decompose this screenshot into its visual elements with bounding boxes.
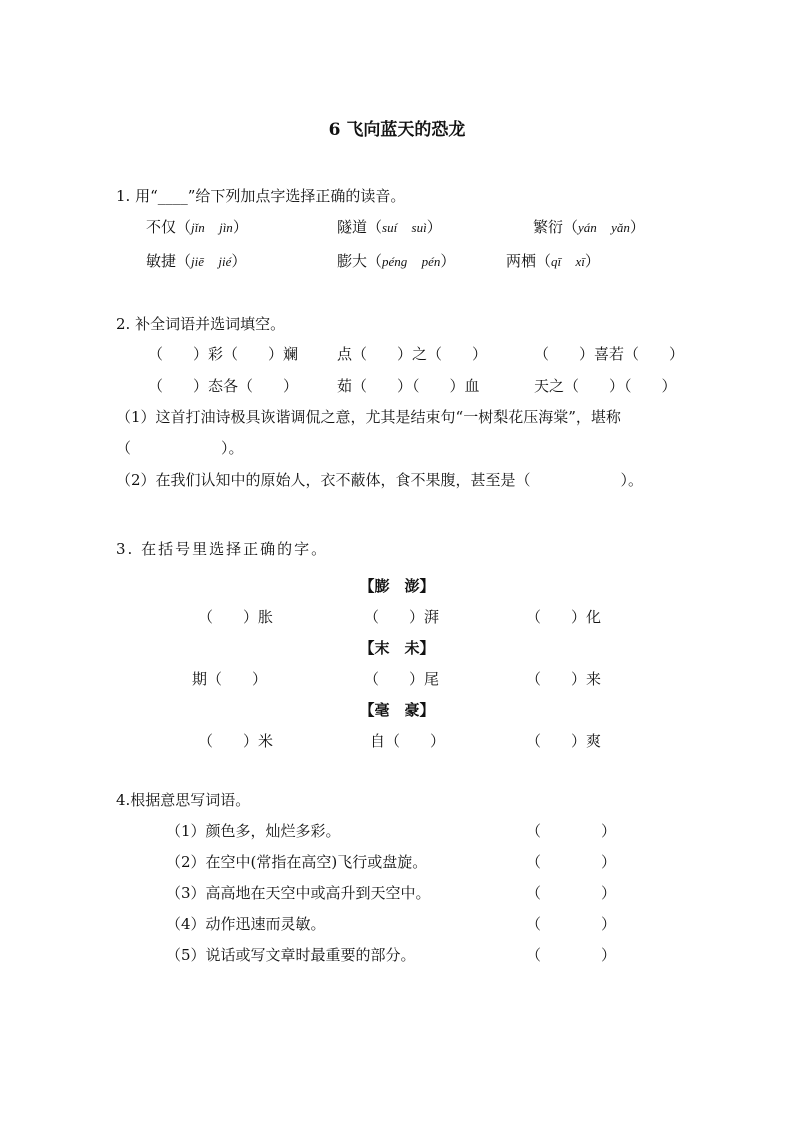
page-title: 6 飞向蓝天的恐龙 xyxy=(328,120,466,140)
q1-word: 隧道 xyxy=(337,218,368,236)
q3-blank[interactable]: （ ）爽 xyxy=(526,732,602,750)
q1-heading: 1. 用“____”给下列加点字选择正确的读音。 xyxy=(116,187,406,205)
q3-blank[interactable]: （ ）化 xyxy=(526,608,602,626)
q3-heading: 3. 在括号里选择正确的字。 xyxy=(116,540,329,558)
q4-answer-blank[interactable]: （ ） xyxy=(526,884,617,902)
q1-item: 隧道（suí suì） xyxy=(337,218,442,236)
q2-sentence-2: （2）在我们认知中的原始人，衣不蔽体，食不果腹，甚至是（ ）。 xyxy=(116,471,644,489)
q4-answer-blank[interactable]: （ ） xyxy=(526,853,617,871)
q2-sentence-1: （1）这首打油诗极具诙谐调侃之意，尤其是结束句“一树梨花压海棠”，堪称 xyxy=(116,408,621,426)
q2-blank-word[interactable]: 点（ ）之（ ） xyxy=(337,345,488,363)
q1-item: 不仅（jǐn jìn） xyxy=(146,218,248,236)
q1-item: 两栖（qī xī） xyxy=(506,252,600,270)
q2-blank-word[interactable]: （ ）彩（ ）斓 xyxy=(148,345,299,363)
q4-item-text: （1）颜色多，灿烂多彩。 xyxy=(166,822,341,840)
q2-blank-word[interactable]: 茹（ ）（ ）血 xyxy=(337,377,480,395)
pinyin-option[interactable]: jǐn xyxy=(191,220,205,235)
q4-heading: 4.根据意思写词语。 xyxy=(116,791,251,809)
q4-answer-blank[interactable]: （ ） xyxy=(526,822,617,840)
q1-item: 繁衍（yán yǎn） xyxy=(533,218,645,236)
pinyin-option[interactable]: yǎn xyxy=(611,220,630,235)
pinyin-option[interactable]: jìn xyxy=(219,220,233,235)
pinyin-option[interactable]: péng xyxy=(382,254,408,269)
q2-blank-word[interactable]: （ ）态各（ ） xyxy=(148,377,299,395)
q3-blank[interactable]: （ ）湃 xyxy=(364,608,440,626)
q2-blank-word[interactable]: 天之（ ）（ ） xyxy=(534,377,677,395)
pinyin-option[interactable]: xī xyxy=(575,254,585,269)
pinyin-option[interactable]: suì xyxy=(411,220,427,235)
pinyin-option[interactable]: jiē xyxy=(191,254,205,269)
q3-blank[interactable]: 自（ ） xyxy=(370,732,446,750)
q2-heading: 2. 补全词语并选词填空。 xyxy=(116,315,286,333)
q1-word: 繁衍 xyxy=(533,218,564,236)
q3-blank[interactable]: （ ）尾 xyxy=(364,670,440,688)
q3-group-head: 【末 未】 xyxy=(359,639,435,657)
pinyin-option[interactable]: pén xyxy=(421,254,441,269)
pinyin-option[interactable]: jié xyxy=(218,254,232,269)
q4-answer-blank[interactable]: （ ） xyxy=(526,915,617,933)
q3-group-head: 【毫 豪】 xyxy=(359,701,435,719)
q3-blank[interactable]: （ ）胀 xyxy=(198,608,274,626)
q4-item-text: （3）高高地在天空中或高升到天空中。 xyxy=(166,884,431,902)
q4-answer-blank[interactable]: （ ） xyxy=(526,946,617,964)
q4-item-text: （2）在空中(常指在高空)飞行或盘旋。 xyxy=(166,853,428,871)
q1-word: 敏捷 xyxy=(146,252,177,270)
q3-blank[interactable]: （ ）米 xyxy=(198,732,274,750)
q4-item-text: （4）动作迅速而灵敏。 xyxy=(166,915,326,933)
q2-sentence-1-blank[interactable]: （ ）。 xyxy=(116,439,244,457)
q1-word: 两栖 xyxy=(506,252,537,270)
q1-word: 膨大 xyxy=(337,252,368,270)
q4-item-text: （5）说话或写文章时最重要的部分。 xyxy=(166,946,416,964)
q1-item: 膨大（péng pén） xyxy=(337,252,456,270)
pinyin-option[interactable]: yán xyxy=(578,220,597,235)
pinyin-option[interactable]: suí xyxy=(382,220,398,235)
pinyin-option[interactable]: qī xyxy=(551,254,562,269)
q1-item: 敏捷（jiē jié） xyxy=(146,252,247,270)
q3-blank[interactable]: （ ）来 xyxy=(526,670,602,688)
q2-blank-word[interactable]: （ ）喜若（ ） xyxy=(534,345,685,363)
q1-word: 不仅 xyxy=(146,218,177,236)
q3-group-head: 【膨 澎】 xyxy=(359,577,435,595)
q3-blank[interactable]: 期（ ） xyxy=(192,670,268,688)
